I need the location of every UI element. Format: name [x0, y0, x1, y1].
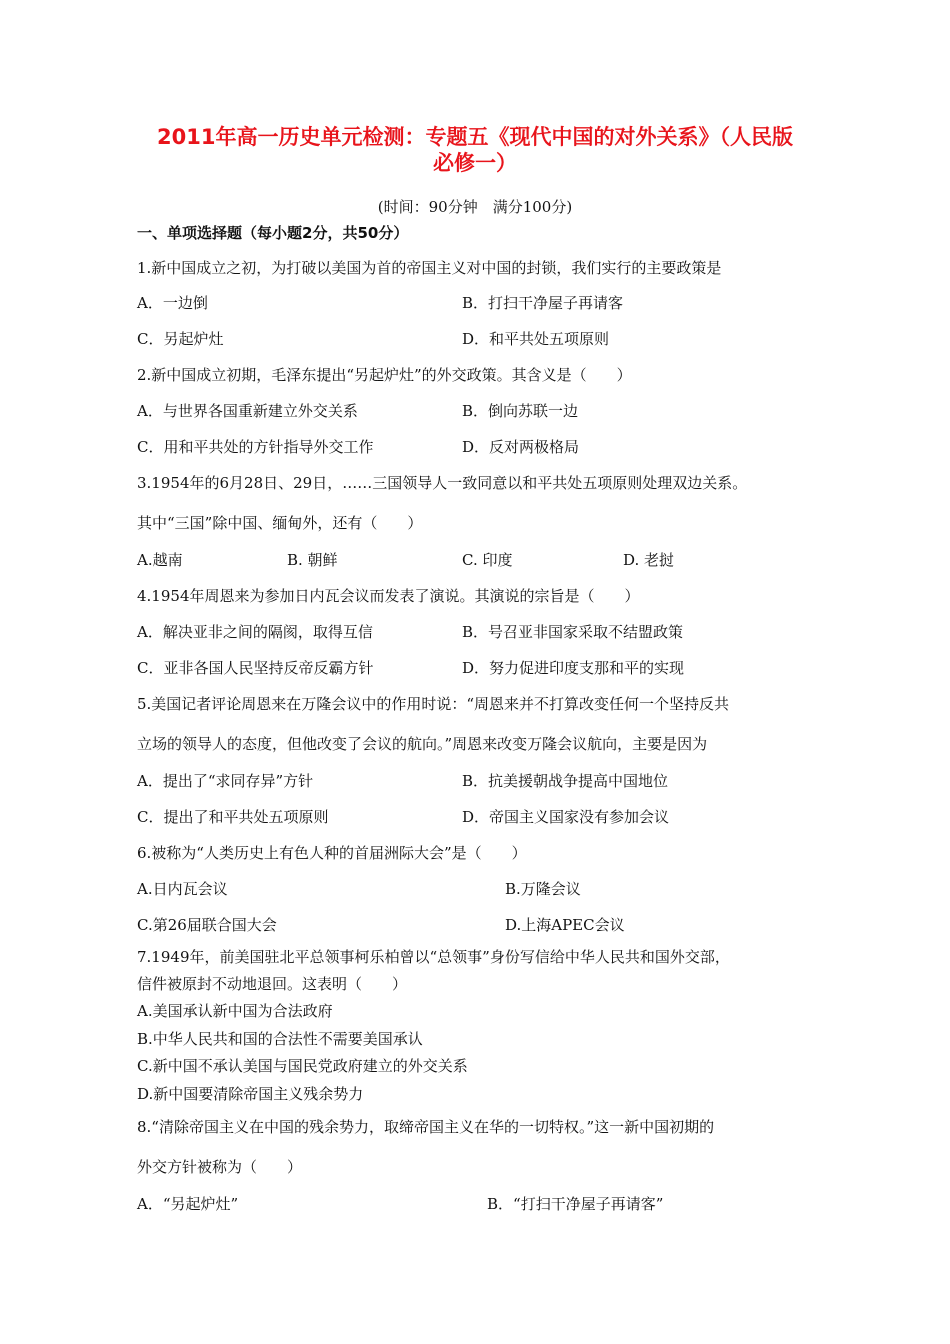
question-2-option-b: B．倒向苏联一边 — [462, 402, 579, 420]
question-6-option-b: B.万隆会议 — [505, 880, 581, 898]
question-6-stem: 6.被称为“人类历史上有色人种的首届洲际大会”是（ ） — [137, 844, 527, 862]
question-1-option-b: B．打扫干净屋子再请客 — [462, 294, 624, 312]
question-3-option-c: C. 印度 — [462, 551, 513, 569]
question-5-option-a: A．提出了“求同存异”方针 — [137, 772, 314, 790]
question-4-option-a: A．解决亚非之间的隔阂，取得互信 — [137, 623, 373, 641]
question-2-option-d: D．反对两极格局 — [462, 438, 580, 456]
question-7-stem-line-2: 信件被原封不动地退回。这表明（ ） — [137, 975, 408, 993]
question-2-option-a: A．与世界各国重新建立外交关系 — [137, 402, 358, 420]
question-3-stem-line-2: 其中“三国”除中国、缅甸外，还有（ ） — [137, 514, 423, 532]
question-5-stem-line-1: 5.美国记者评论周恩来在万隆会议中的作用时说：“周恩来并不打算改变任何一个坚持反共 — [137, 695, 729, 713]
question-5-option-b: B．抗美援朝战争提高中国地位 — [462, 772, 669, 790]
question-2-option-c: C．用和平共处的方针指导外交工作 — [137, 438, 374, 456]
question-4-option-d: D．努力促进印度支那和平的实现 — [462, 659, 685, 677]
question-6-option-d: D.上海APEC会议 — [505, 916, 625, 934]
question-1-option-a: A．一边倒 — [137, 294, 208, 312]
question-3-option-a: A.越南 — [137, 551, 183, 569]
question-7-option-b: B.中华人民共和国的合法性不需要美国承认 — [137, 1030, 423, 1048]
question-2-stem: 2.新中国成立初期，毛泽东提出“另起炉灶”的外交政策。其含义是（ ） — [137, 366, 632, 384]
section-heading: 一、单项选择题（每小题2分，共50分） — [137, 224, 409, 242]
document-title — [110, 124, 840, 176]
question-5-option-d: D．帝国主义国家没有参加会议 — [462, 808, 670, 826]
question-5-stem-line-2: 立场的领导人的态度，但他改变了会议的航向。”周恩来改变万隆会议航向，主要是因为 — [137, 735, 708, 753]
question-4-option-c: C．亚非各国人民坚持反帝反霸方针 — [137, 659, 374, 677]
question-5-option-c: C．提出了和平共处五项原则 — [137, 808, 329, 826]
question-3-option-b: B. 朝鲜 — [287, 551, 338, 569]
question-7-option-c: C.新中国不承认美国与国民党政府建立的外交关系 — [137, 1057, 468, 1075]
question-4-option-b: B．号召亚非国家采取不结盟政策 — [462, 623, 684, 641]
question-8-stem-line-2: 外交方针被称为（ ） — [137, 1158, 303, 1176]
question-7-option-d: D.新中国要清除帝国主义残余势力 — [137, 1085, 364, 1103]
question-8-option-a: A．“另起炉灶” — [137, 1195, 239, 1213]
question-3-option-d: D. 老挝 — [623, 551, 675, 569]
question-1-option-d: D．和平共处五项原则 — [462, 330, 610, 348]
time-info: (时间：90分钟 满分100分) — [377, 198, 573, 216]
question-1-option-c: C．另起炉灶 — [137, 330, 224, 348]
question-8-option-b: B．“打扫干净屋子再请客” — [487, 1195, 664, 1213]
title-line-2: 必修一） — [433, 151, 517, 175]
question-4-stem: 4.1954年周恩来为参加日内瓦会议而发表了演说。其演说的宗旨是（ ） — [137, 587, 640, 605]
title-line-1: 2011年高一历史单元检测：专题五《现代中国的对外关系》（人民版 — [157, 125, 793, 149]
question-6-option-c: C.第26届联合国大会 — [137, 916, 277, 934]
question-7-stem-line-1: 7.1949年，前美国驻北平总领事柯乐柏曾以“总领事”身份写信给中华人民共和国外交部， — [137, 948, 730, 966]
question-1-stem: 1.新中国成立之初，为打破以美国为首的帝国主义对中国的封锁，我们实行的主要政策是 — [137, 259, 722, 277]
question-6-option-a: A.日内瓦会议 — [137, 880, 228, 898]
question-7-option-a: A.美国承认新中国为合法政府 — [137, 1002, 333, 1020]
question-3-stem-line-1: 3.1954年的6月28日、29日，……三国领导人一致同意以和平共处五项原则处理双边关系。 — [137, 474, 748, 492]
question-8-stem-line-1: 8.“清除帝国主义在中国的残余势力，取缔帝国主义在华的一切特权。”这一新中国初期的 — [137, 1118, 715, 1136]
